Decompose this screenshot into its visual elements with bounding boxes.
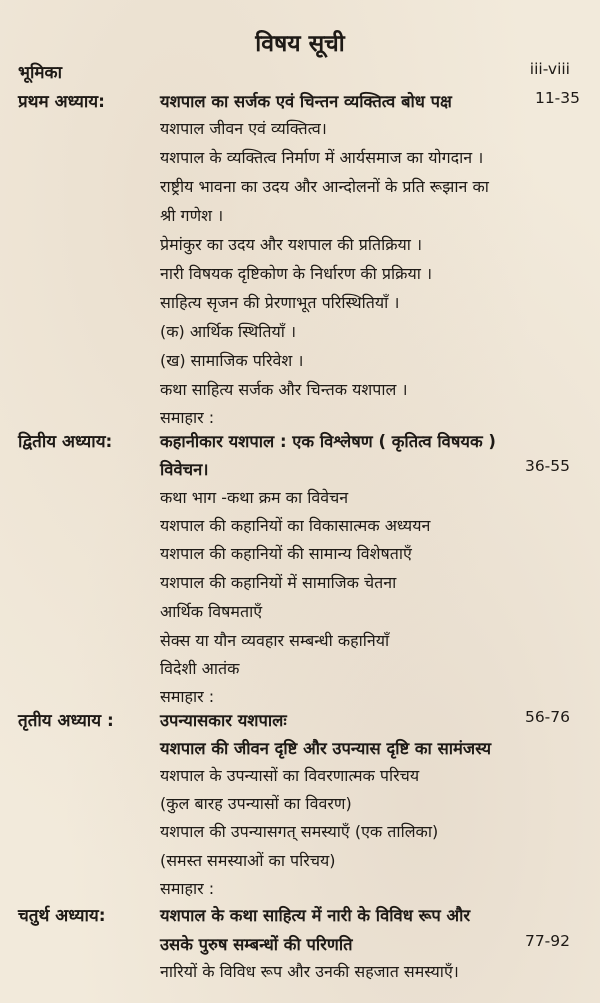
ch2-heading-cont: विवेचन। [160, 460, 209, 479]
ch3-heading: उपन्यासकार यशपालः [160, 711, 287, 730]
toc-item-text: यशपाल की उपन्यासगत् समस्याएँ (एक तालिका) [160, 822, 439, 841]
toc-item [0, 764, 600, 794]
toc-row-ch2-heading-cont [0, 457, 600, 487]
toc-item [0, 486, 600, 516]
toc-item [0, 175, 600, 205]
ch1-pages: 11-35 [534, 89, 580, 107]
ch2-label: द्वितीय अध्याय: [18, 432, 113, 452]
toc-item-text: आर्थिक विषमताएँ [160, 602, 263, 621]
toc-item-text: साहित्य सृजन की प्रेरणाभूत परिस्थितियाँ । [160, 293, 400, 312]
toc-item-text: सेक्स या यौन व्यवहार सम्बन्धी कहानियाँ [160, 631, 390, 650]
toc-item [0, 849, 600, 879]
toc-item [0, 600, 600, 630]
toc-row-ch3-heading [0, 708, 600, 738]
toc-item [0, 262, 600, 292]
toc-item [0, 657, 600, 687]
toc-item [0, 291, 600, 321]
ch3-subheading: यशपाल की जीवन दृष्टि और उपन्यास दृष्टि का सामंजस्य [160, 739, 492, 758]
toc-item [0, 117, 600, 147]
toc-item-text: यशपाल जीवन एवं व्यक्तित्व। [160, 119, 327, 138]
ch4-pages: 77-92 [524, 932, 570, 950]
toc-row-ch1-heading [0, 89, 600, 119]
toc-item-text: यशपाल के व्यक्तित्व निर्माण में आर्यसमाज का योगदान । [160, 148, 484, 167]
toc-row-intro [0, 60, 600, 90]
toc-item-text: प्रेमांकुर का उदय और यशपाल की प्रतिक्रिया । [160, 235, 423, 254]
toc-item [0, 233, 600, 263]
toc-item [0, 629, 600, 659]
toc-item-text: (समस्त समस्याओं का परिचय) [160, 851, 336, 870]
toc-item [0, 378, 600, 408]
ch1-label: प्रथम अध्याय: [18, 92, 105, 112]
toc-item-text: (ख) सामाजिक परिवेश । [160, 351, 304, 370]
toc-item-text: राष्ट्रीय भावना का उदय और आन्दोलनों के प्रति रूझान का [160, 177, 489, 196]
toc-item [0, 792, 600, 822]
toc-item [0, 146, 600, 176]
ch3-label: तृतीय अध्याय : [18, 711, 114, 731]
toc-item-text: (कुल बारह उपन्यासों का विवरण) [160, 794, 352, 813]
toc-item-text: यशपाल की कहानियों का विकासात्मक अध्ययन [160, 516, 431, 535]
toc-item-text: नारियों के विविध रूप और उनकी सहजात समस्याएँ। [160, 962, 459, 981]
intro-pages: iii-viii [529, 60, 570, 78]
ch4-label: चतुर्थ अध्याय: [18, 906, 106, 926]
toc-item-text: कथा भाग -कथा क्रम का विवेचन [160, 488, 349, 507]
intro-label: भूमिका [18, 63, 62, 83]
toc-item-text: समाहार : [160, 408, 215, 427]
toc-item [0, 204, 600, 234]
toc-row-ch4-heading-cont [0, 932, 600, 962]
ch1-heading: यशपाल का सर्जक एवं चिन्तन व्यक्तित्व बोध पक्ष [160, 92, 452, 111]
ch4-heading-cont: उसके पुरुष सम्बन्धों की परिणति [160, 935, 353, 954]
toc-item [0, 960, 600, 990]
ch2-pages: 36-55 [524, 457, 570, 475]
toc-row-ch3-subheading [0, 736, 600, 766]
toc-item-text: नारी विषयक दृष्टिकोण के निर्धारण की प्रक्रिया । [160, 264, 433, 283]
toc-item [0, 320, 600, 350]
toc-item-text: यशपाल की कहानियों की सामान्य विशेषताएँ [160, 544, 412, 563]
toc-item-text: यशपाल की कहानियों में सामाजिक चेतना [160, 573, 397, 592]
toc-item [0, 571, 600, 601]
toc-item-text: कथा साहित्य सर्जक और चिन्तक यशपाल । [160, 380, 408, 399]
toc-item-text: श्री गणेश । [160, 206, 224, 225]
page-title: विषय सूची [255, 31, 345, 57]
toc-item-text: समाहार : [160, 687, 215, 706]
ch2-heading: कहानीकार यशपाल : एक विश्लेषण ( कृतित्व विषयक ) [160, 432, 496, 451]
toc-item [0, 514, 600, 544]
toc-item-text: यशपाल के उपन्यासों का विवरणात्मक परिचय [160, 766, 420, 785]
ch4-heading: यशपाल के कथा साहित्य में नारी के विविध रूप और [160, 906, 471, 925]
toc-item [0, 542, 600, 572]
toc-item-text: समाहार : [160, 879, 215, 898]
toc-item-text: (क) आर्थिक स्थितियाँ । [160, 322, 297, 341]
ch3-pages: 56-76 [524, 708, 570, 726]
toc-item-text: विदेशी आतंक [160, 659, 240, 678]
toc-row-ch4-heading [0, 903, 600, 933]
toc-item [0, 349, 600, 379]
toc-item [0, 820, 600, 850]
toc-row-ch2-heading [0, 429, 600, 459]
